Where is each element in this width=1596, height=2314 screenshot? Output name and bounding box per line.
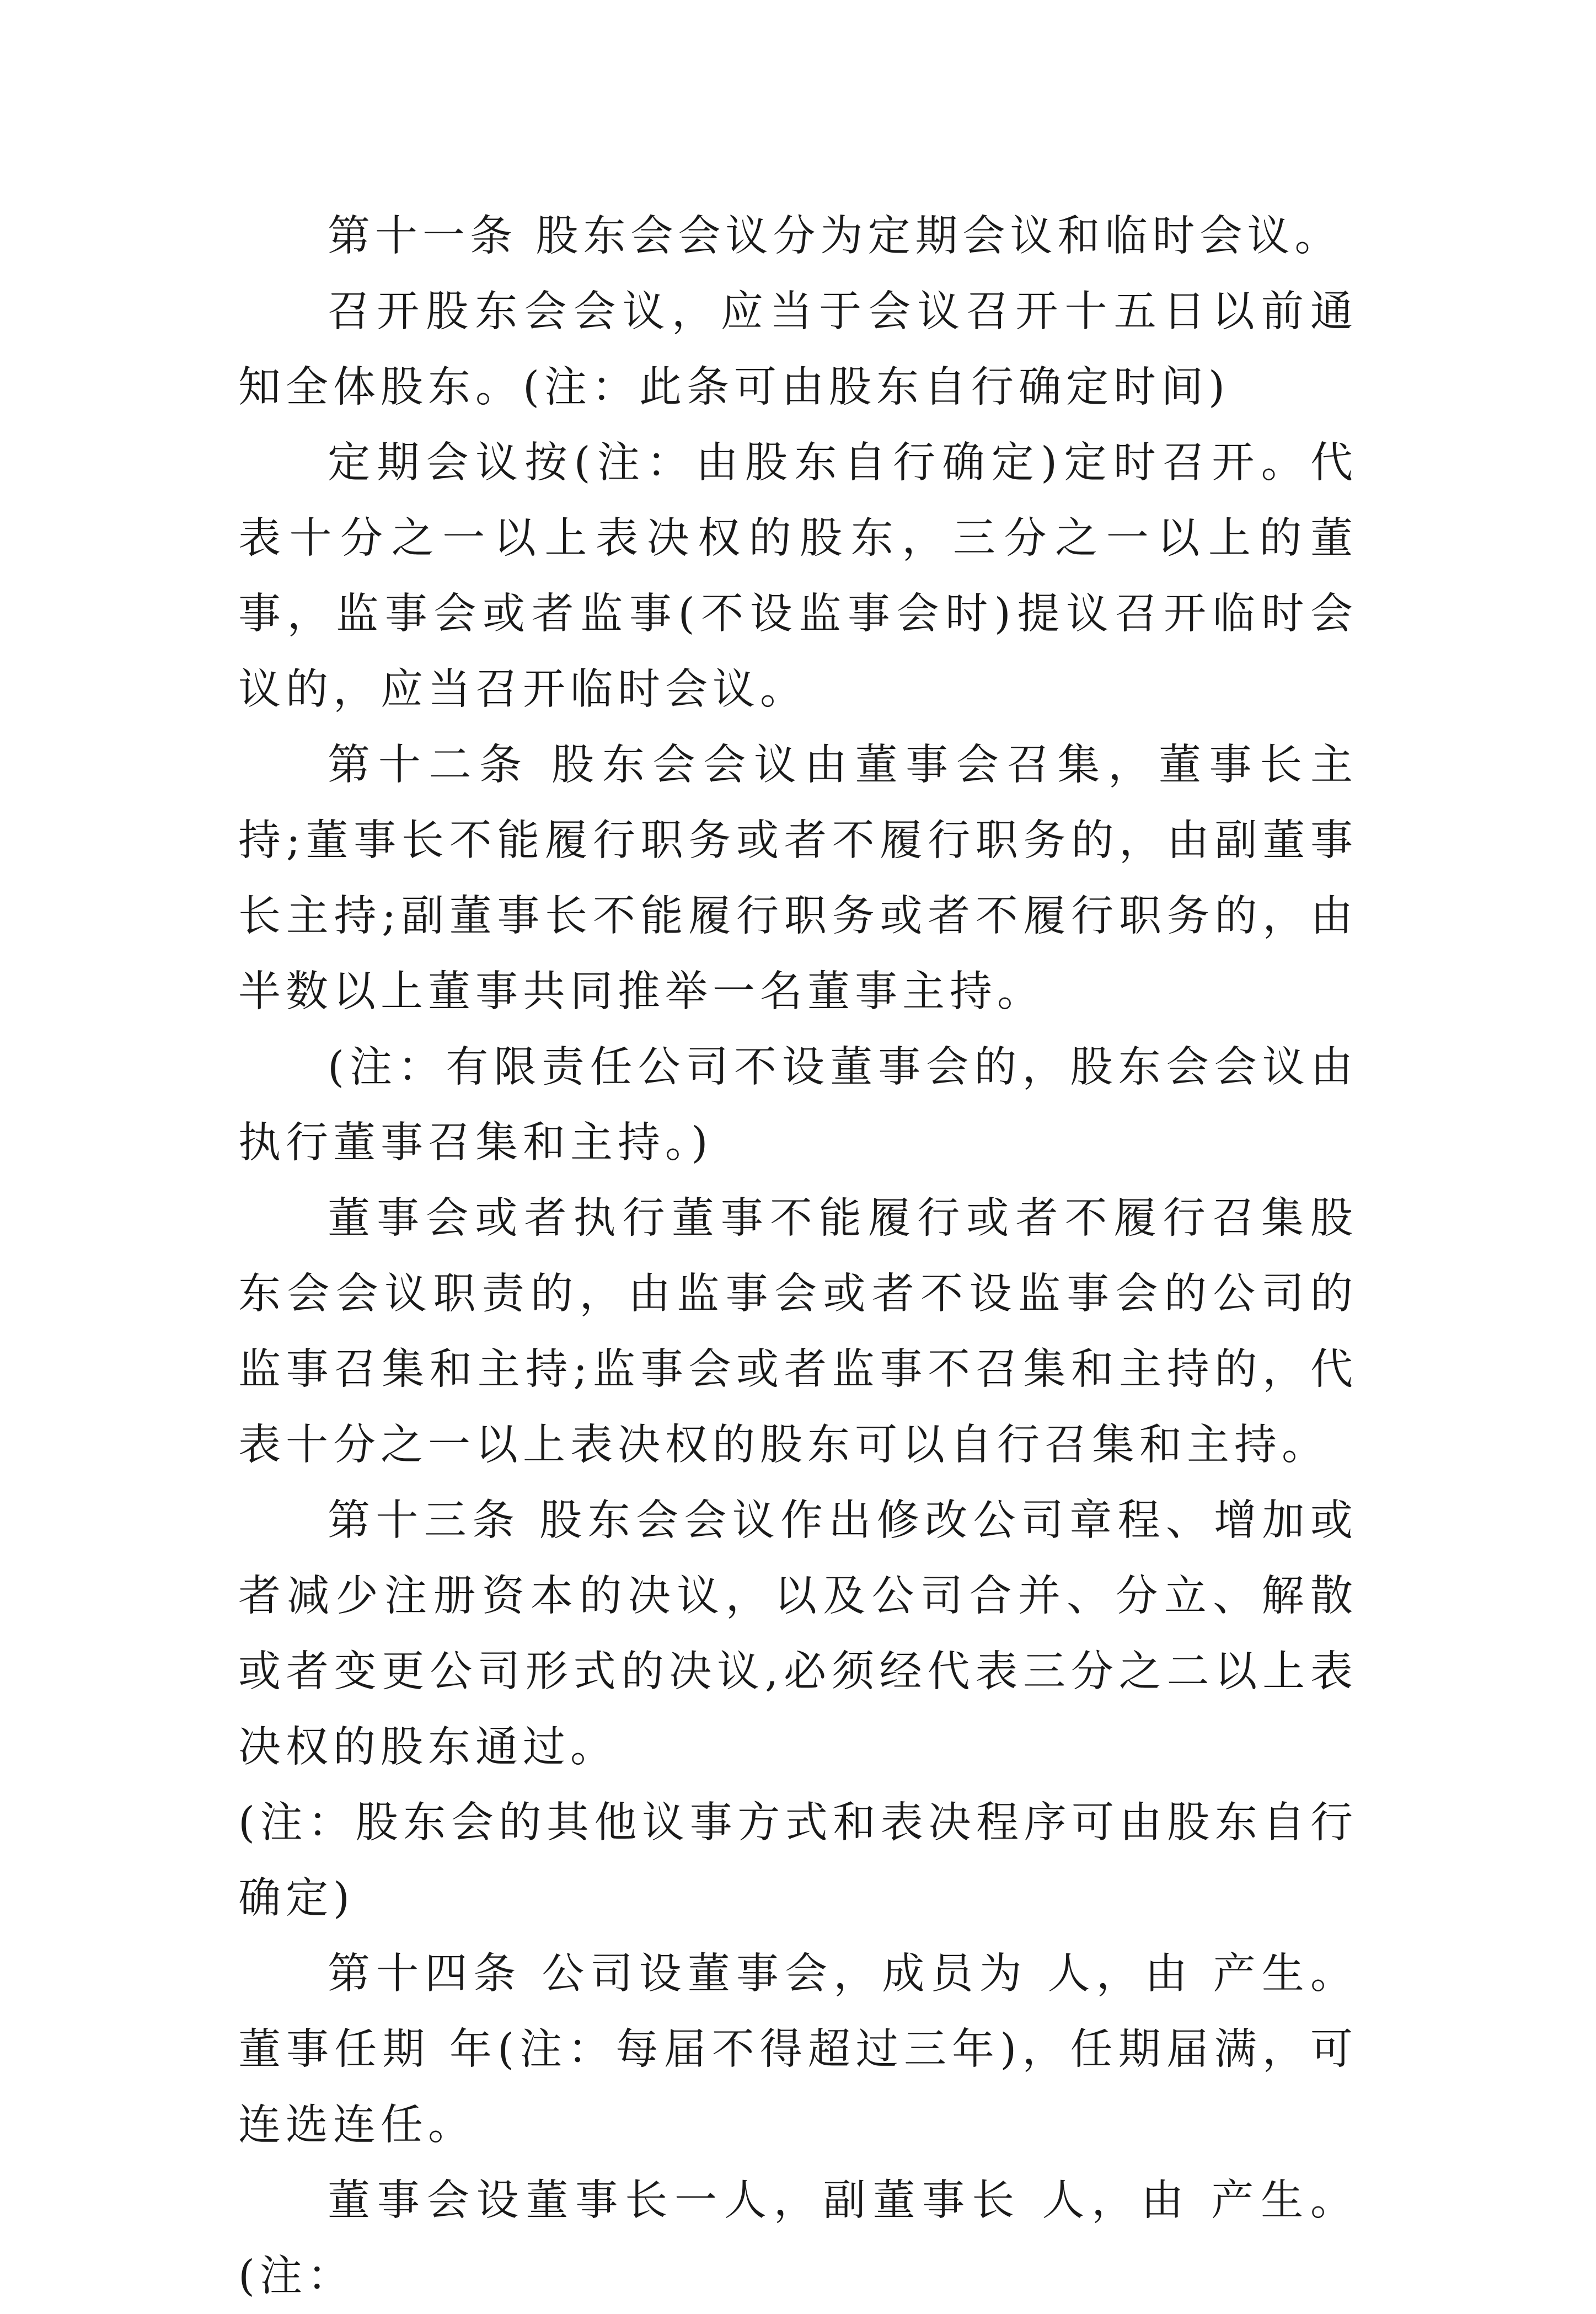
paragraph-convening-fallback: 董事会或者执行董事不能履行或者不履行召集股东会会议职责的，由监事会或者不设监事会的公司的监事召集和主持;监事会或者监事不召集和主持的，代表十分之一以上表决权的股东可以自行召集和主持。	[238, 1194, 1358, 1470]
paragraph-chairman: 董事会设董事长一人，副董事长 人，由 产生。(注：	[238, 2176, 1358, 2301]
paragraph-article-13: 第十三条 股东会会议作出修改公司章程、增加或者减少注册资本的决议，以及公司合并、分立、解散或者变更公司形式的决议,必须经代表三分之二以上表决权的股东通过。	[238, 1496, 1358, 1772]
paragraph-note-no-board: (注：有限责任公司不设董事会的，股东会会议由执行董事召集和主持。)	[238, 1043, 1358, 1167]
paragraph-note-voting: (注：股东会的其他议事方式和表决程序可由股东自行确定)	[238, 1798, 1358, 1923]
document-body	[238, 199, 1358, 2314]
paragraph-meeting-notice: 召开股东会会议，应当于会议召开十五日以前通知全体股东。(注：此条可由股东自行确定时间)	[238, 287, 1358, 412]
paragraph-regular-meetings: 定期会议按(注：由股东自行确定)定时召开。代表十分之一以上表决权的股东，三分之一以上的董事，监事会或者监事(不设监事会时)提议召开临时会议的，应当召开临时会议。	[238, 438, 1358, 714]
paragraph-article-12: 第十二条 股东会会议由董事会召集，董事长主持;董事长不能履行职务或者不履行职务的，由副董事长主持;副董事长不能履行职务或者不履行职务的，由半数以上董事共同推举一名董事主持。	[238, 741, 1358, 1016]
paragraph-article-14: 第十四条 公司设董事会，成员为 人，由 产生。董事任期 年(注：每届不得超过三年)，任期届满，可连选连任。	[238, 1949, 1358, 2150]
paragraph-article-11: 第十一条 股东会会议分为定期会议和临时会议。	[328, 212, 1342, 261]
